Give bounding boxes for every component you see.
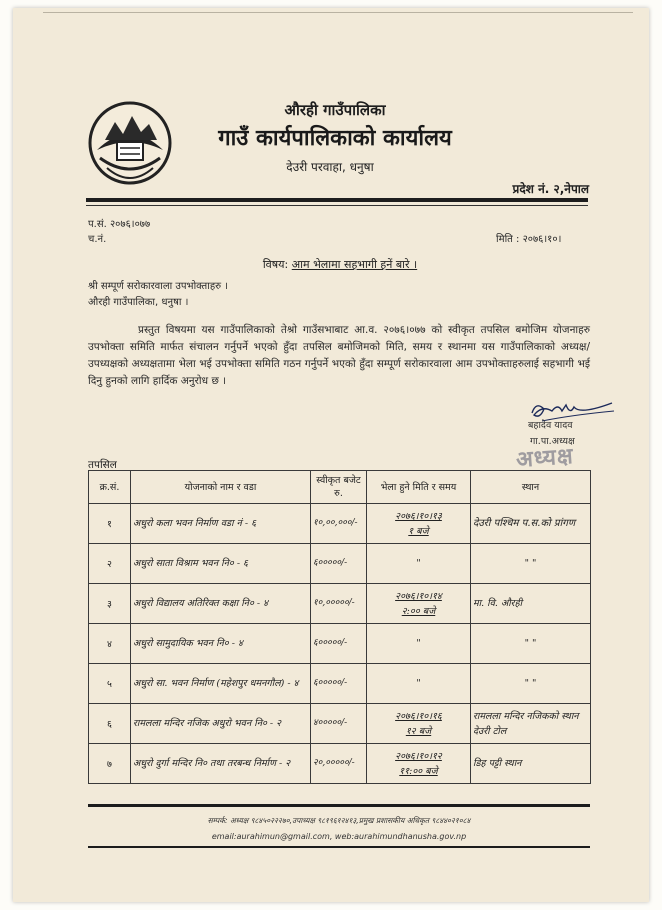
row-project: अधुरो विद्यालय अतिरिक्त कक्षा नि० - ४ <box>131 584 311 624</box>
official-stamp: अध्यक्ष <box>515 444 575 473</box>
row-time: ११:०० बजे <box>399 765 438 777</box>
row-date: २०७६।१०।१४ <box>395 590 442 602</box>
header-budget: स्वीकृत बजेट रु. <box>311 471 367 504</box>
row-project: अधुरो दुर्गा मन्दिर नि० तथा तरबन्ध निर्माण - २ <box>131 744 311 784</box>
row-time: १ बजे <box>408 525 429 537</box>
row-datetime <box>367 544 471 584</box>
top-divider <box>43 12 633 13</box>
row-datetime <box>367 624 471 664</box>
row-project: रामलला मन्दिर नजिक अधुरो भवन नि० - २ <box>131 704 311 744</box>
footer-rule-thick <box>88 804 590 807</box>
row-sn: ४ <box>89 624 131 664</box>
row-place: " " <box>471 664 591 704</box>
footer-rule-thin <box>88 846 590 848</box>
row-budget: १०,०००००/- <box>311 584 367 624</box>
table-row <box>89 624 591 664</box>
header-sn: क्र.सं. <box>89 471 131 504</box>
letter-body: प्रस्तुत विषयमा यस गाउँपालिकाको तेश्रो गाउँसभाबाट आ.व. २०७६।०७७ को स्वीकृत तपसिल बमोजिम योजनाहरु उपभोक्ता समिति मार्फत संचालन गर्नुपर्ने भएको हुँदा तपसिल बमोजिमको मिति, समय र स्थानमा यस गाउँपालिकाको अध्यक्ष/उपध्यक्षको अध्यक्षतामा भेला भई उपभोक्ता समिति गठन गर्नुपर्ने भएको हुँदा सम्पूर्ण सरोकारवाला आम उपभोक्ताहरुलाई सहभागी भई दिनु हुनको लागि हार्दिक अनुरोध छ । <box>88 324 590 387</box>
row-place: मा. वि. औरही <box>471 584 591 624</box>
row-time: २:०० बजे <box>401 605 436 617</box>
table-row <box>89 704 591 744</box>
row-project: अधुरो साता विश्राम भवन नि० - ६ <box>131 544 311 584</box>
subject-line <box>200 257 480 272</box>
schedule-table <box>88 470 591 784</box>
subject-text: आम भेलामा सहभागी हनें बारे । <box>291 258 418 271</box>
ch-number: च.नं. <box>88 234 107 245</box>
signatory-title: गा.पा.अध्यक्ष <box>530 436 575 447</box>
row-date: " <box>416 558 421 569</box>
table-row <box>89 744 591 784</box>
table-header-row <box>89 471 591 504</box>
row-sn: ५ <box>89 664 131 704</box>
row-datetime <box>367 744 471 784</box>
schedule-caption: तपसिल <box>88 459 117 471</box>
signatory-name: बहादेव यादव <box>528 420 573 431</box>
row-place: " " <box>471 544 591 584</box>
row-datetime <box>367 584 471 624</box>
row-sn: ३ <box>89 584 131 624</box>
row-budget: १०,००,०००/- <box>311 504 367 544</box>
row-project: अधुरो सा. भवन निर्माण (महेशपुर धमनगौल) - ४ <box>131 664 311 704</box>
row-datetime <box>367 664 471 704</box>
row-budget: ४०००००/- <box>311 704 367 744</box>
row-place: देउरी पश्चिम प.स.को प्रांगण <box>471 504 591 544</box>
header-rule-thin <box>86 205 588 206</box>
letter-date: मिति : २०७६।१०। <box>496 234 562 245</box>
province-label: प्रदेश नं. २,नेपाल <box>512 182 589 196</box>
ps-number: प.सं. २०७६।०७७ <box>88 219 151 230</box>
recipient-line-1: श्री सम्पूर्ण सरोकारवाला उपभोक्ताहरु । <box>88 281 229 292</box>
header-place: स्थान <box>471 471 591 504</box>
row-budget: ६०००००/- <box>311 664 367 704</box>
row-sn: ७ <box>89 744 131 784</box>
office-address: देउरी परवाहा, धनुषा <box>286 160 374 174</box>
row-project: अधुरो कला भवन निर्माण वडा नं - ६ <box>131 504 311 544</box>
recipient-line-2: औरही गाउँपालिका, धनुषा । <box>88 297 189 308</box>
row-sn: १ <box>89 504 131 544</box>
office-name: गाउँ कार्यपालिकाको कार्यालय <box>218 126 452 151</box>
table-row <box>89 584 591 624</box>
row-time: १२ बजे <box>405 725 432 737</box>
subject-label: विषय: <box>262 258 289 271</box>
table-row <box>89 664 591 704</box>
row-sn: २ <box>89 544 131 584</box>
row-date: २०७६।१०।१६ <box>395 710 442 722</box>
row-budget: ६०००००/- <box>311 544 367 584</box>
footer-contact: सम्पर्क: अध्यक्ष ९८४५०२२२७०,उपाध्यक्ष ९८१९६१२४१३,प्रमुख प्रशासकीय अधिकृत ९८४४०२१०८४ <box>207 816 471 825</box>
row-sn: ६ <box>89 704 131 744</box>
row-datetime <box>367 504 471 544</box>
header-rule-thick <box>86 198 588 202</box>
row-date: " <box>416 638 421 649</box>
footer-email-web: email:aurahimun@gmail.com, web:aurahimundhanusha.gov.np <box>211 832 467 841</box>
table-row <box>89 504 591 544</box>
row-date: २०७६।१०।१३ <box>395 510 442 522</box>
header-project: योजनाको नाम र वडा <box>131 471 311 504</box>
header-datetime: भेला हुने मिति र समय <box>367 471 471 504</box>
row-budget: ६०००००/- <box>311 624 367 664</box>
row-place: रामलला मन्दिर नजिकको स्थान देउरी टोल <box>471 704 591 744</box>
row-date: २०७६।१०।१२ <box>395 750 442 762</box>
row-budget: २०,०००००/- <box>311 744 367 784</box>
row-date: " <box>416 678 421 689</box>
row-place: डिह पट्टी स्थान <box>471 744 591 784</box>
row-project: अधुरो सामुदायिक भवन नि० - ४ <box>131 624 311 664</box>
row-datetime <box>367 704 471 744</box>
municipality-name: औरही गाउँपालिका <box>284 101 386 119</box>
row-place: " " <box>471 624 591 664</box>
table-row <box>89 544 591 584</box>
